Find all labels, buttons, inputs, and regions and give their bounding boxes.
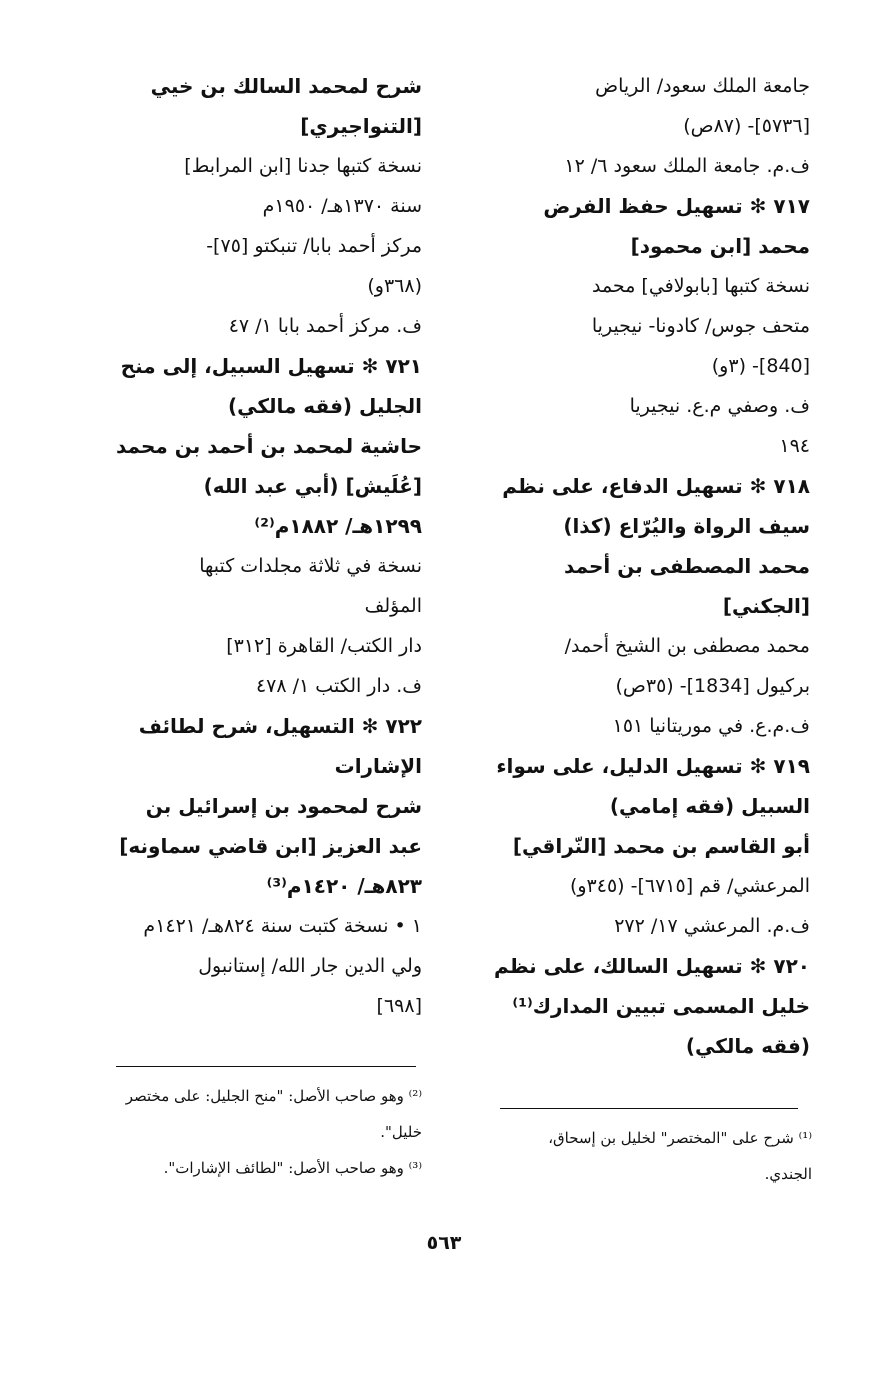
text-line: نسخة كتبها جدنا [ابن المرابط] [184,155,422,177]
text-line: متحف جوس/ كادونا- نيجيريا [591,315,810,337]
text-line: مركز أحمد بابا/ تنبكتو [٧٥]- [206,235,422,257]
text-line: [٥٧٣٦]- (٨٧ص) [683,115,810,137]
text-line: محمد مصطفى بن الشيخ أحمد/ [564,635,810,657]
text-line: (٣٦٨و) [367,275,422,297]
text-line: ٧٢٢ ✻ التسهيل، شرح لطائف [138,714,422,738]
text-line: سيف الرواة واليُرّاع (كذا) [563,514,810,538]
left-column [82,66,422,1026]
text-line: ف. دار الكتب ١/ ٤٧٨ [255,675,422,697]
text-line: ف. وصفي م.ع. نيجيريا [629,395,810,417]
text-line: [عُلَيش] (أبي عبد الله) [203,474,422,498]
text-line: بركيول [1834]- (٣٥ص) [615,675,810,697]
text-line: ٧١٨ ✻ تسهيل الدفاع، على نظم [502,474,810,498]
text-line: خليل المسمى تبيين المدارك⁽¹⁾ [512,994,810,1018]
page-number: ٥٦٣ [426,1232,462,1254]
footnotes-right [460,1120,812,1192]
text-line: شرح لمحمود بن إسرائيل بن [145,794,422,818]
text-line: ١ • نسخة كتبت سنة ٨٢٤هـ/ ١٤٢١م [143,915,422,937]
text-line: أبو القاسم بن محمد [النّراقي] [512,834,810,858]
text-line: السبيل (فقه إمامي) [609,794,810,818]
text-line: [الجكني] [722,594,810,618]
text-line: ١٩٤ [779,435,810,457]
text-line: محمد [ابن محمود] [630,234,810,258]
text-line: المرعشي/ قم [٦٧١٥]- (٣٤٥و) [569,875,810,897]
text-line: ف.م. جامعة الملك سعود ٦/ ١٢ [564,155,810,177]
footnote-line: ⁽³⁾ وهو صاحب الأصل: "لطائف الإشارات". [163,1159,422,1177]
text-line: [٦٩٨] [376,995,422,1017]
text-line: نسخة كتبها [بابولافي] محمد [591,275,810,297]
text-line: ٧١٩ ✻ تسهيل الدليل، على سواء [496,754,810,778]
right-column [458,66,810,1066]
text-line: (فقه مالكي) [685,1034,810,1058]
text-line: شرح لمحمد السالك بن خيي [150,74,422,98]
text-line: ف.م.ع. في موريتانيا ١٥١ [612,715,810,737]
text-line: ١٢٩٩هـ/ ١٨٨٢م⁽²⁾ [254,514,422,538]
text-line: [التنواجيري] [300,114,422,138]
text-line: سنة ١٣٧٠هـ/ ١٩٥٠م [262,195,422,217]
text-line: ٧٢٠ ✻ تسهيل السالك، على نظم [494,954,810,978]
text-line: حاشية لمحمد بن أحمد بن محمد [116,434,422,458]
footnote-line: ⁽¹⁾ شرح على "المختصر" لخليل بن إسحاق، [548,1129,812,1147]
text-line: دار الكتب/ القاهرة [٣١٢] [226,635,422,657]
footnote-line: ⁽²⁾ وهو صاحب الأصل: "منح الجليل: على مختصر [125,1087,422,1105]
text-line: ف.م. المرعشي ١٧/ ٢٧٢ [614,915,810,937]
text-line: الجليل (فقه مالكي) [227,394,422,418]
footnotes-left [80,1078,422,1186]
text-line: [840]- (٣و) [711,355,810,377]
text-line: ٨٢٣هـ/ ١٤٢٠م⁽³⁾ [266,874,422,898]
text-line: ولي الدين جار الله/ إستانبول [198,955,422,977]
text-line: محمد المصطفى بن أحمد [564,554,810,578]
text-line: الإشارات [334,754,422,778]
text-line: ف. مركز أحمد بابا ١/ ٤٧ [228,315,422,337]
text-line: عبد العزيز [ابن قاضي سماونه] [119,834,422,858]
footnote-line: خليل". [380,1123,422,1141]
footnote-divider-right [500,1108,798,1109]
text-line: جامعة الملك سعود/ الرياض [595,75,810,97]
text-line: نسخة في ثلاثة مجلدات كتبها [199,555,422,577]
text-line: المؤلف [364,595,422,617]
footnote-line: الجندي. [764,1165,812,1183]
text-line: ٧٢١ ✻ تسهيل السبيل، إلى منح [120,354,422,378]
footnote-divider-left [116,1066,416,1067]
text-line: ٧١٧ ✻ تسهيل حفظ الفرض [543,194,810,218]
